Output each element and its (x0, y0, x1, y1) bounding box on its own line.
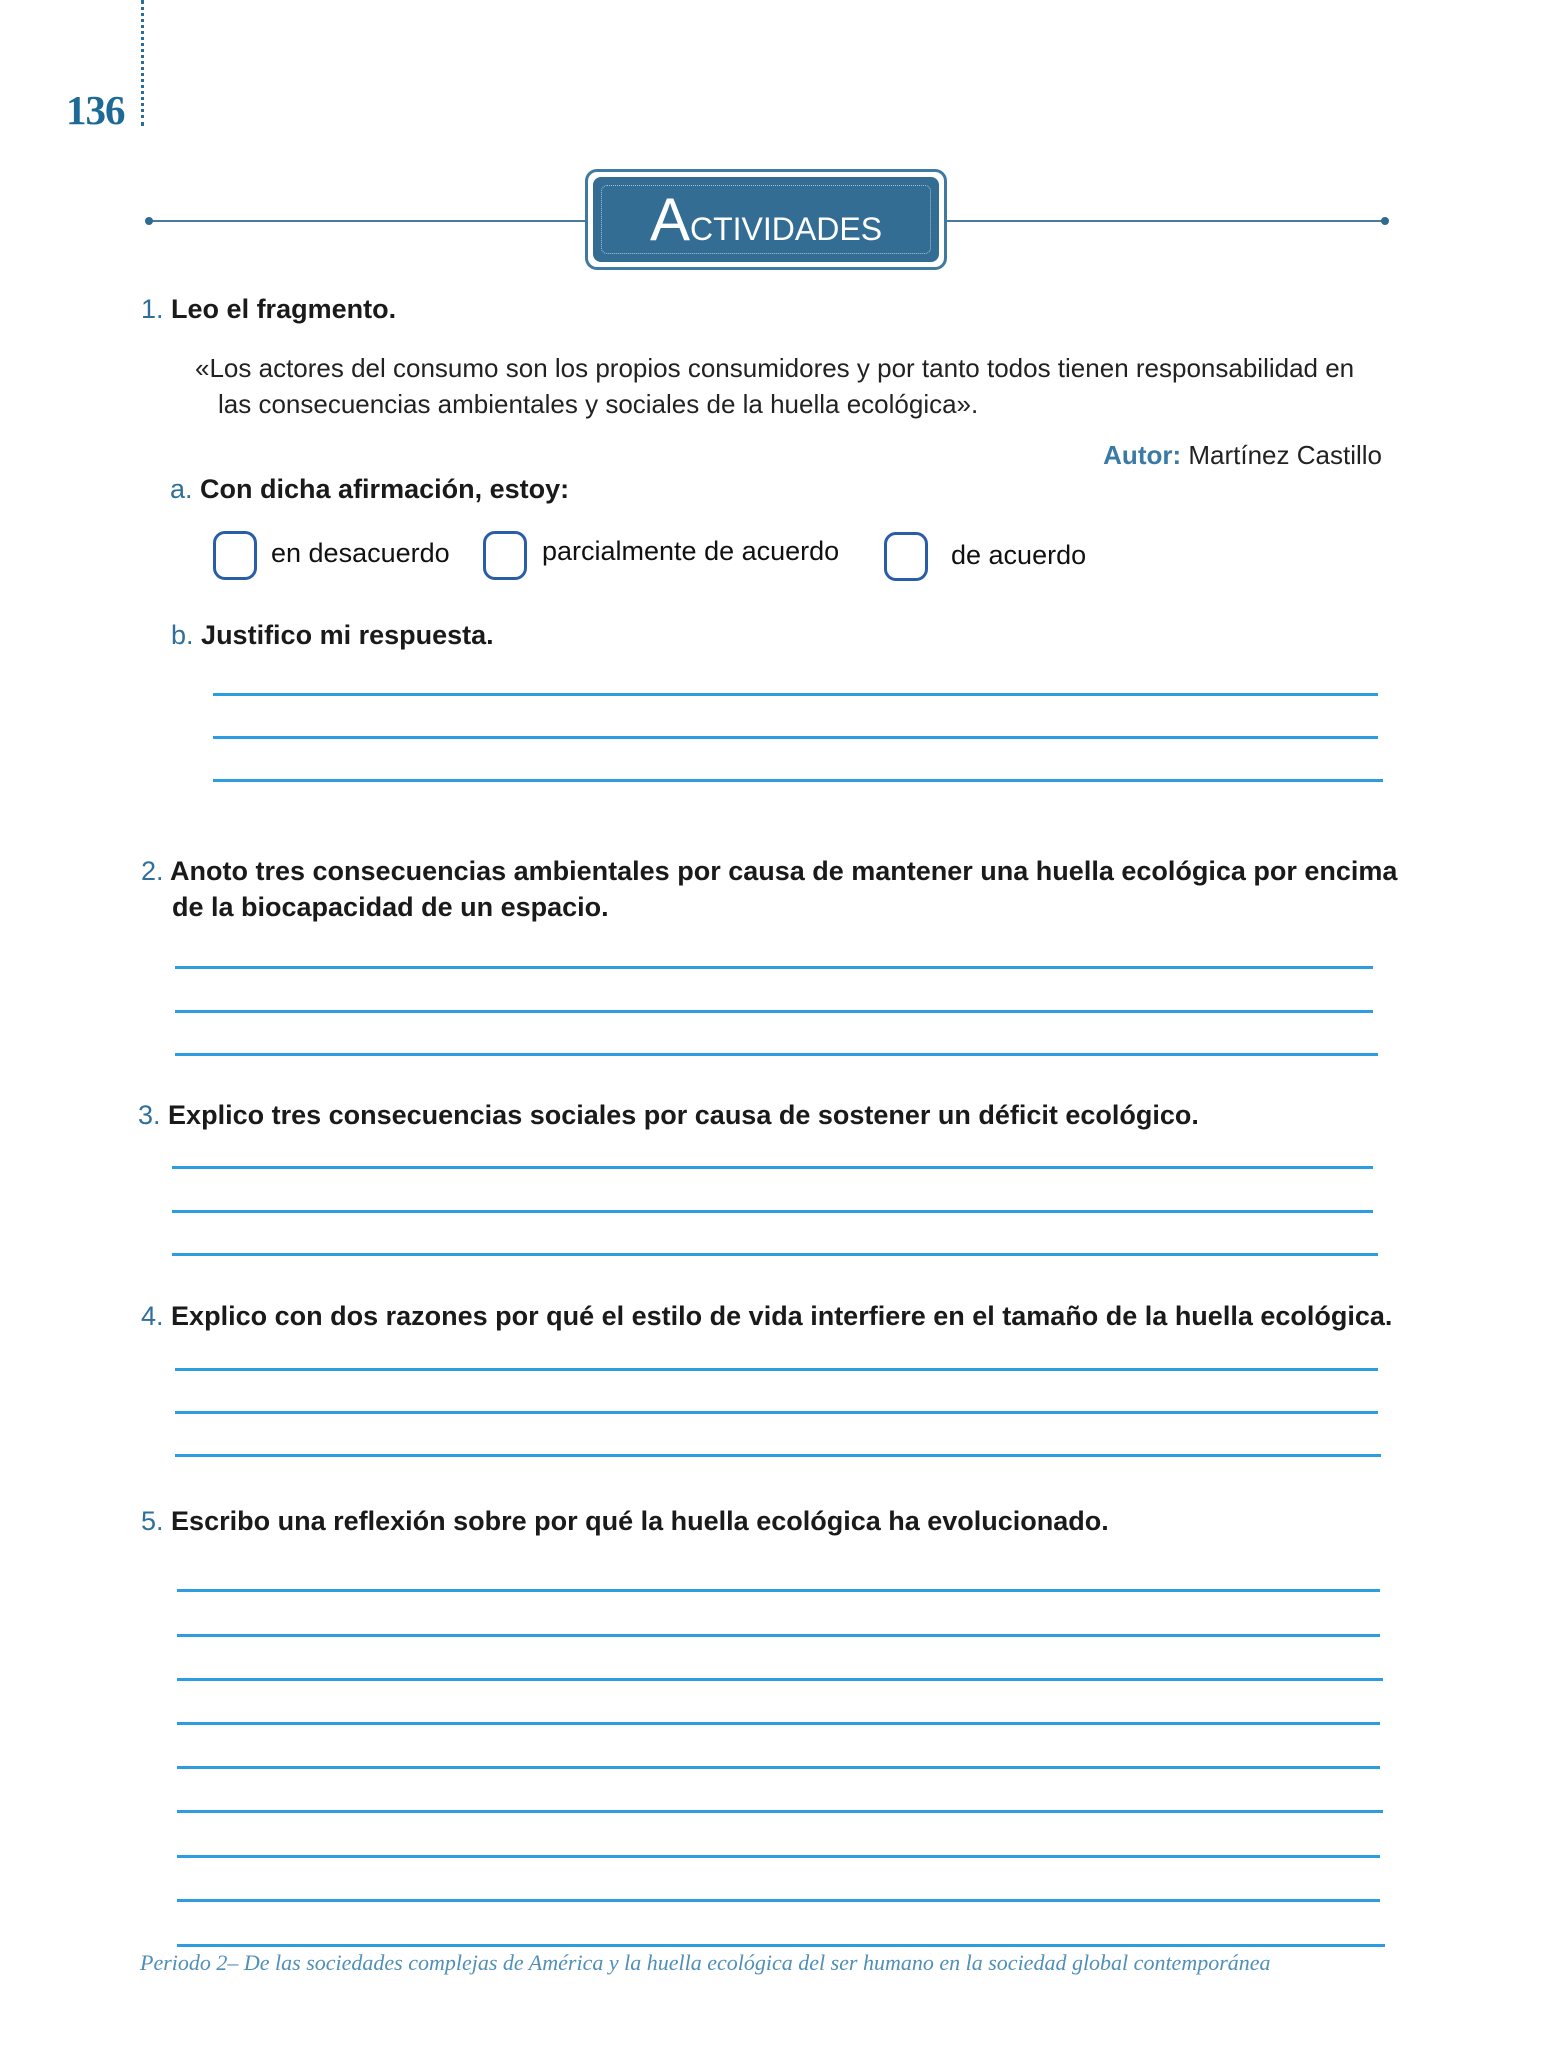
activity-text: Escribo una reflexión sobre por qué la huella ecológica ha evolucionado. (171, 1506, 1109, 1536)
activity-text: Explico con dos razones por qué el estilo de vida interfiere en el tamaño de la huella ecológica. (171, 1301, 1393, 1331)
activity-number: 2. (141, 856, 164, 886)
section-title: Actividades (649, 186, 883, 253)
answer-line[interactable] (177, 1766, 1380, 1769)
option-label: de acuerdo (951, 540, 1087, 570)
answer-line[interactable] (213, 736, 1378, 739)
quote-line-1: «Los actores del consumo son los propios consumidores y por tanto todos tienen responsabilidad en (195, 353, 1355, 383)
answer-line[interactable] (175, 1454, 1381, 1457)
answer-line[interactable] (175, 966, 1373, 969)
checkbox-en-desacuerdo[interactable] (213, 531, 257, 580)
sub-letter: b. (171, 620, 194, 650)
answer-line[interactable] (177, 1944, 1385, 1947)
activity-1b-prompt (171, 620, 494, 651)
activity-3-prompt (138, 1100, 1199, 1131)
rule-dot-right (1381, 217, 1389, 225)
quote-author (1000, 440, 1382, 471)
answer-line[interactable] (175, 1411, 1378, 1414)
activity-number: 1. (141, 294, 164, 324)
margin-dotted-line (141, 0, 144, 126)
checkbox-de-acuerdo[interactable] (884, 532, 928, 581)
answer-line[interactable] (175, 1368, 1378, 1371)
activity-text: Explico tres consecuencias sociales por causa de sostener un déficit ecológico. (168, 1100, 1199, 1130)
answer-line[interactable] (177, 1855, 1380, 1858)
answer-line[interactable] (172, 1166, 1373, 1169)
activity-1-prompt (141, 294, 396, 325)
answer-line[interactable] (177, 1810, 1383, 1813)
option-label: parcialmente de acuerdo (542, 536, 840, 566)
activity-4-prompt (141, 1301, 1392, 1332)
answer-line[interactable] (177, 1899, 1380, 1902)
answer-line[interactable] (177, 1589, 1380, 1592)
rule-dot-left (145, 217, 153, 225)
activity-5-prompt (141, 1506, 1109, 1537)
quote-line-2: las consecuencias ambientales y sociales de la huella ecológica». (218, 389, 979, 419)
option-label: en desacuerdo (271, 538, 450, 568)
activity-2-prompt-cont: de la biocapacidad de un espacio. (172, 892, 609, 922)
activity-text: Anoto tres consecuencias ambientales por causa de mantener una huella ecológica por encima (170, 856, 1398, 886)
answer-line[interactable] (175, 1053, 1378, 1056)
sub-text: Justifico mi respuesta. (201, 620, 494, 650)
answer-line[interactable] (213, 779, 1383, 782)
author-label: Autor: (1103, 440, 1182, 470)
page-footer: Periodo 2– De las sociedades complejas de América y la huella ecológica del ser humano en la sociedad global contemporánea (140, 1950, 1271, 1975)
sub-text: Con dicha afirmación, estoy: (200, 474, 570, 504)
answer-line[interactable] (213, 693, 1378, 696)
activity-number: 3. (138, 1100, 161, 1130)
answer-line[interactable] (177, 1678, 1383, 1681)
activity-2-prompt (141, 856, 1397, 887)
answer-line[interactable] (175, 1010, 1373, 1013)
author-name: Martínez Castillo (1188, 440, 1382, 470)
activity-1a-prompt (170, 474, 569, 505)
activity-text: Leo el fragmento. (171, 294, 397, 324)
answer-line[interactable] (177, 1722, 1380, 1725)
page-number: 136 (66, 87, 125, 133)
activity-number: 5. (141, 1506, 164, 1536)
sub-letter: a. (170, 474, 193, 504)
answer-line[interactable] (172, 1253, 1378, 1256)
answer-line[interactable] (177, 1634, 1380, 1637)
checkbox-parcialmente-de-acuerdo[interactable] (483, 531, 527, 580)
activity-number: 4. (141, 1301, 164, 1331)
answer-line[interactable] (172, 1210, 1373, 1213)
